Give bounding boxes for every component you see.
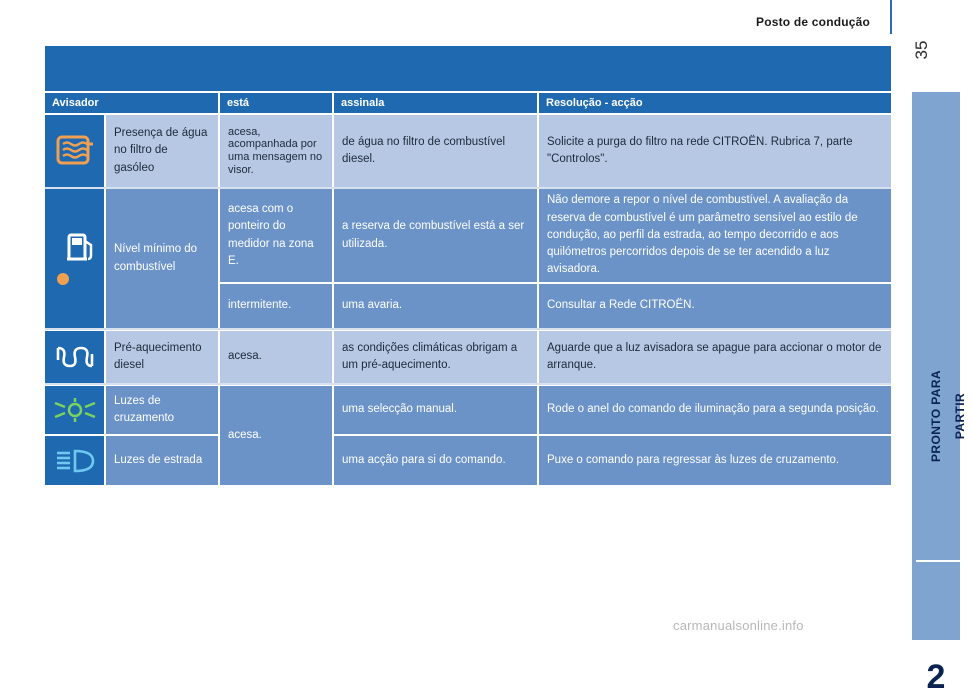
table-cell-action: Aguarde que a luz avisadora se apague para accionar o motor de arranque. — [539, 331, 891, 383]
table-cell-indicates: as condições climáticas obrigam a um pré-aquecimento. — [334, 331, 537, 383]
fuel-pump-icon — [53, 229, 97, 289]
chapter-label: PRONTO PARA PARTIR — [929, 370, 967, 462]
table-cell-action: Consultar a Rede CITROËN. — [539, 284, 891, 328]
column-header-avisador: Avisador — [45, 93, 218, 113]
main-beam-icon — [53, 447, 97, 475]
water-in-fuel-icon — [55, 134, 95, 168]
table-cell-name: Luzes de estrada — [106, 436, 218, 485]
table-cell-indicates: uma avaria. — [334, 284, 537, 328]
chapter-number: 2 — [926, 658, 946, 696]
table-cell-indicates: a reserva de combustível está a ser utilizada. — [334, 189, 537, 282]
table-cell-name: Luzes de cruzamento — [106, 386, 218, 434]
table-banner — [45, 46, 891, 91]
column-header-assinala: assinala — [334, 93, 537, 113]
table-cell-name: Pré-aquecimento diesel — [106, 331, 218, 383]
table-row-main-beam-icon-cell — [45, 436, 104, 485]
chapter-side-tab — [912, 92, 967, 696]
table-cell-indicates: de água no filtro de combustível diesel. — [334, 115, 537, 187]
watermark-link[interactable]: carmanualsonline.info — [673, 618, 804, 633]
table-row-glow-icon-cell — [45, 331, 104, 383]
table-cell-indicates: uma acção para si do comando. — [334, 436, 537, 485]
table-cell-state: acesa com o ponteiro do medidor na zona E. — [220, 189, 332, 282]
table-cell-state: intermitente. — [220, 284, 332, 328]
table-cell-action: Solicite a purga do filtro na rede CITROËN. Rubrica 7, parte "Controlos". — [539, 115, 891, 187]
glow-plug-icon — [54, 344, 96, 370]
page-number: 35 — [912, 40, 931, 60]
row-separator — [45, 383, 891, 385]
dipped-beam-icon — [53, 397, 97, 423]
column-header-resolucao: Resolução - acção — [539, 93, 891, 113]
table-cell-indicates: uma selecção manual. — [334, 386, 537, 434]
table-row-water-icon-cell — [45, 115, 104, 187]
table-cell-state: acesa, acompanhada por uma mensagem no visor. — [220, 115, 332, 187]
chapter-rule — [916, 560, 960, 562]
column-header-esta: está — [220, 93, 332, 113]
header-rule — [890, 0, 892, 34]
table-cell-name: Nível mínimo do combustível — [106, 189, 218, 328]
table-cell-state: acesa. — [220, 331, 332, 383]
table-cell-name: Presença de água no filtro de gasóleo — [106, 115, 218, 187]
page-header-title: Posto de condução — [756, 15, 871, 29]
row-separator — [45, 328, 891, 330]
table-cell-state: acesa. — [220, 386, 332, 485]
table-row-fuel-icon-cell — [45, 189, 104, 328]
table-row-dipped-icon-cell — [45, 386, 104, 434]
table-cell-action: Rode o anel do comando de iluminação para a segunda posição. — [539, 386, 891, 434]
table-cell-action: Puxe o comando para regressar às luzes de cruzamento. — [539, 436, 891, 485]
table-cell-action: Não demore a repor o nível de combustível. A avaliação da reserva de combustível é um parâmetro sensível ao estilo de condução, ao perfil da estrada, ao tempo decorrido e aos quilómetros percorridos depois de se ter acendido a luz avisadora. — [539, 189, 891, 282]
